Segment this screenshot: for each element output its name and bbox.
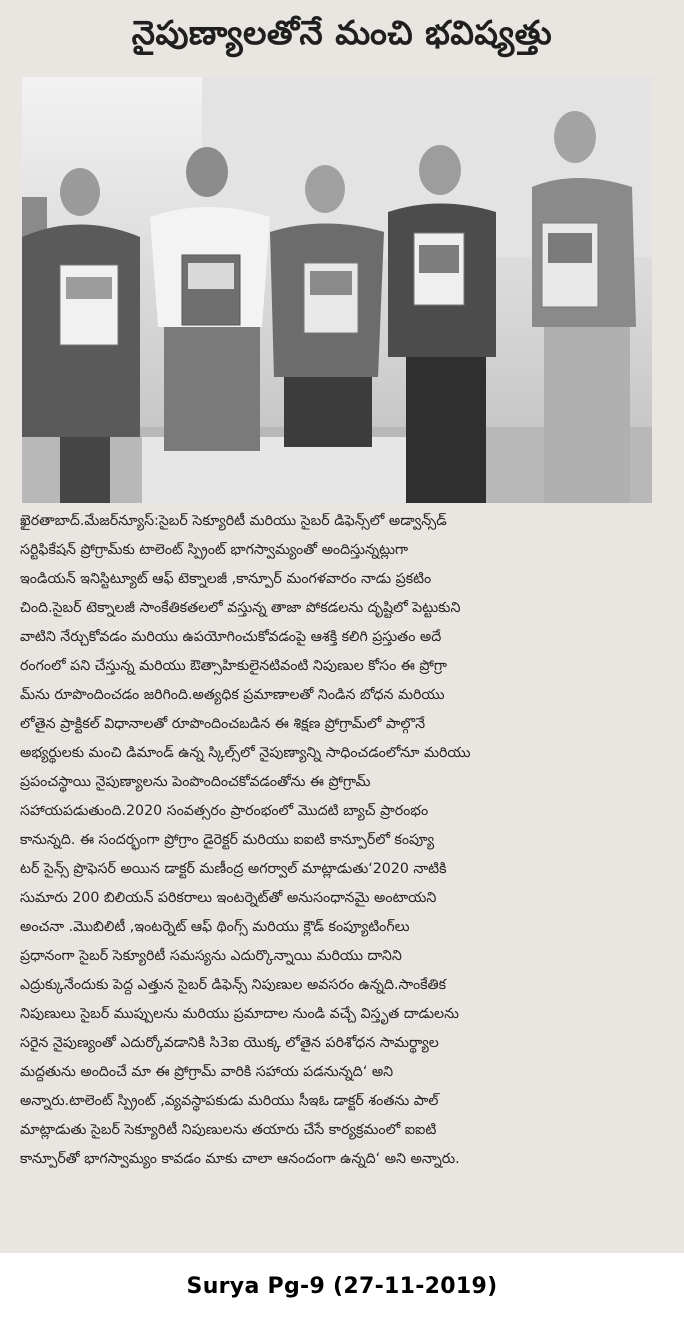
article-line: కానున్నది. ఈ సందర్భంగా ప్రోగ్రాం డైరెక్టర్ మరియు ఐఐటి కాన్పూర్‌లో కంప్యూ (20, 832, 435, 848)
article-body (20, 508, 670, 1248)
article-line: మాట్లాడుతు సైబర్ సెక్యూరిటీ నిపుణులను తయారు చేసే కార్యక్రమంలో ఐఐటి (20, 1122, 437, 1138)
article-line: ప్రధానంగా సైబర్ సెక్యూరిటీ సమస్యను ఎదుర్కొన్నాయి మరియు దానిని (20, 948, 402, 964)
article-line: రంగంలో పని చేస్తున్న మరియు ఔత్సాహికులైనటివంటి నిపుణుల కోసం ఈ ప్రోగ్రా (20, 658, 447, 674)
article-line: లోతైన ప్రాక్టికల్ విధానాలతో రూపొందించబడిన ఈ శిక్షణ ప్రోగ్రామ్‌లో పాల్గొనే (20, 716, 426, 732)
article-line: వాటిని నేర్చుకోవడం మరియు ఉపయోగించుకోవడంపై ఆశక్తి కలిగి ప్రస్తుతం అదే (20, 629, 442, 645)
photo-five-men-holding-brochures (22, 77, 652, 503)
article-line: అంచనా .మొబిలిటీ ,ఇంటర్నెట్ ఆఫ్ థింగ్స్ మరియు క్లౌడ్ కంప్యూటింగ్‌లు (20, 919, 410, 935)
source-caption: Surya Pg-9 (27-11-2019) (186, 1273, 498, 1299)
article-line: కాన్పూర్‌తో భాగస్వామ్యం కావడం మాకు చాలా ఆనందంగా ఉన్నది‘ అని అన్నారు. (20, 1151, 460, 1167)
article-line: నిపుణులు సైబర్ ముప్పులను మరియు ప్రమాదాల నుండి వచ్చే విస్తృత దాడులను (20, 1006, 459, 1022)
article-line: చింది.సైబర్ టెక్నాలజీ సాంకేతికతలలో వస్తున్న తాజా పోకడలను దృష్టిలో పెట్టుకుని (20, 600, 461, 616)
event-photo (22, 77, 652, 503)
article-line: సుమారు 200 బిలియన్ పరికరాలు ఇంటర్నెట్‌తో అనుసంధానమై అంటాయని (20, 890, 437, 906)
article-line: ఇండియన్ ఇనిస్టిట్యూట్ ఆఫ్ టెక్నాలజీ ,కాన్పూర్ మంగళవారం నాడు ప్రకటిం (20, 571, 432, 587)
article-line: అభ్యర్థులకు మంచి డిమాండ్ ఉన్న స్కిల్స్‌లో నైపుణ్యాన్ని సాధించడంలోనూ మరియు (20, 745, 471, 761)
article-line: మ్‌ను రూపొందించడం జరిగింది.అత్యధిక ప్రమాణాలతో నిండిన బోధన మరియు (20, 687, 445, 703)
article-line: సర్టిఫికేషన్ ప్రోగ్రామ్‌కు టాలెంట్ స్ప్రింట్ భాగస్వామ్యంతో అందిస్తున్నట్లుగా (20, 542, 409, 558)
article-line: ఖైరతాబాద్.మేజర్‌న్యూస్:సైబర్ సెక్యూరిటీ మరియు సైబర్ డిఫెన్స్‌లో అడ్వాన్స్‌డ్ (20, 513, 447, 529)
article-line: సహాయపడుతుంది.2020 సంవత్సరం ప్రారంభంలో మొదటి బ్యాచ్ ప్రారంభం (20, 803, 429, 819)
article-line: అన్నారు.టాలెంట్ స్ప్రింట్ ,వ్యవస్థాపకుడు మరియు సీఇఓ డాక్టర్ శంతను పాల్ (20, 1093, 439, 1109)
article-line: ఎద్రుక్కునేందుకు పెద్ద ఎత్తున సైబర్ డిఫెన్స్ నిపుణుల అవసరం ఉన్నది.సాంకేతిక (20, 977, 447, 993)
article-line: ప్రపంచస్థాయి నైపుణ్యాలను పెంపొందించకోవడంతోను ఈ ప్రోగ్రామ్ (20, 774, 371, 790)
headline: నైపుణ్యాలతోనే మంచి భవిష్యత్తు (131, 12, 553, 52)
article-line: టర్ సైన్స్ ప్రొఫెసర్ అయిన డాక్టర్ మణీంద్ర అగర్వాల్ మాట్లాడుతు‘2020 నాటికి (20, 861, 447, 877)
article-line: సరైన నైపుణ్యంతో ఎదుర్కోవడానికి సి3ఐ యొక్క లోతైన పరిశోధన సామర్థ్యాల (20, 1035, 439, 1051)
article-line: మద్దతును అందించే మా ఈ ప్రోగ్రామ్ వారికి సహాయ పడనున్నది‘ అని (20, 1064, 394, 1080)
